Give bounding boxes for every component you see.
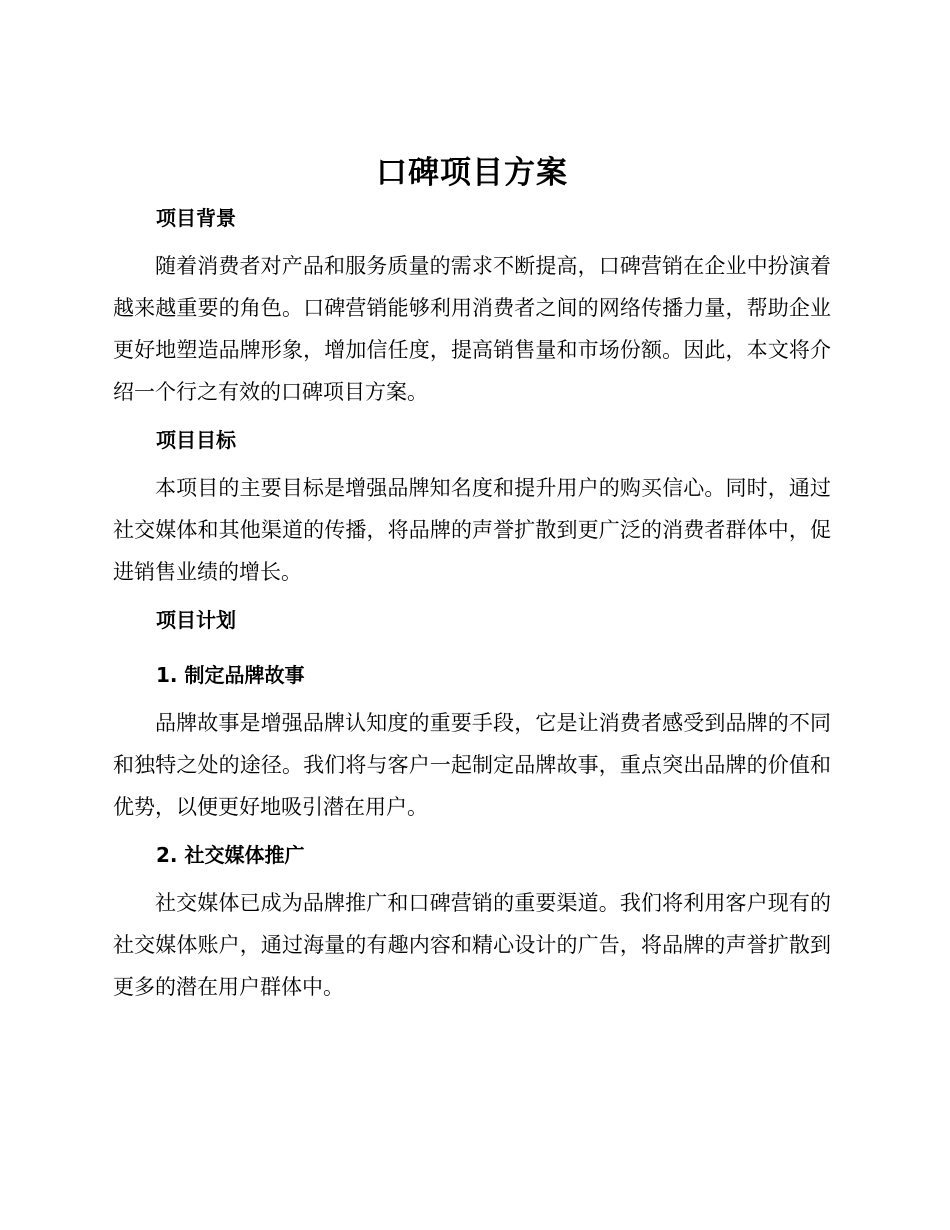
section-heading-goal: 项目目标 xyxy=(156,428,236,452)
section-paragraph-background: 随着消费者对产品和服务质量的需求不断提高，口碑营销在企业中扮演着越来越重要的角色。口碑营销能够利用消费者之间的网络传播力量，帮助企业更好地塑造品牌形象，增加信任度，提高销售量和市场份额。因此，本文将介绍一个行之有效的口碑项目方案。 xyxy=(113,254,831,404)
step-heading-social-media: 2. 社交媒体推广 xyxy=(156,843,305,867)
step-heading-brand-story: 1. 制定品牌故事 xyxy=(156,663,305,687)
step-paragraph-brand-story: 品牌故事是增强品牌认知度的重要手段，它是让消费者感受到品牌的不同和独特之处的途径。我们将与客户一起制定品牌故事，重点突出品牌的价值和优势，以便更好地吸引潜在用户。 xyxy=(113,711,831,819)
section-heading-background: 项目背景 xyxy=(156,206,236,230)
document-page xyxy=(113,150,831,1008)
document-title: 口碑项目方案 xyxy=(376,155,568,191)
section-heading-plan: 项目计划 xyxy=(156,608,236,632)
step-paragraph-social-media: 社交媒体已成为品牌推广和口碑营销的重要渠道。我们将利用客户现有的社交媒体账户，通过海量的有趣内容和精心设计的广告，将品牌的声誉扩散到更多的潜在用户群体中。 xyxy=(113,891,831,999)
section-paragraph-goal: 本项目的主要目标是增强品牌知名度和提升用户的购买信心。同时，通过社交媒体和其他渠道的传播，将品牌的声誉扩散到更广泛的消费者群体中，促进销售业绩的增长。 xyxy=(113,476,831,584)
